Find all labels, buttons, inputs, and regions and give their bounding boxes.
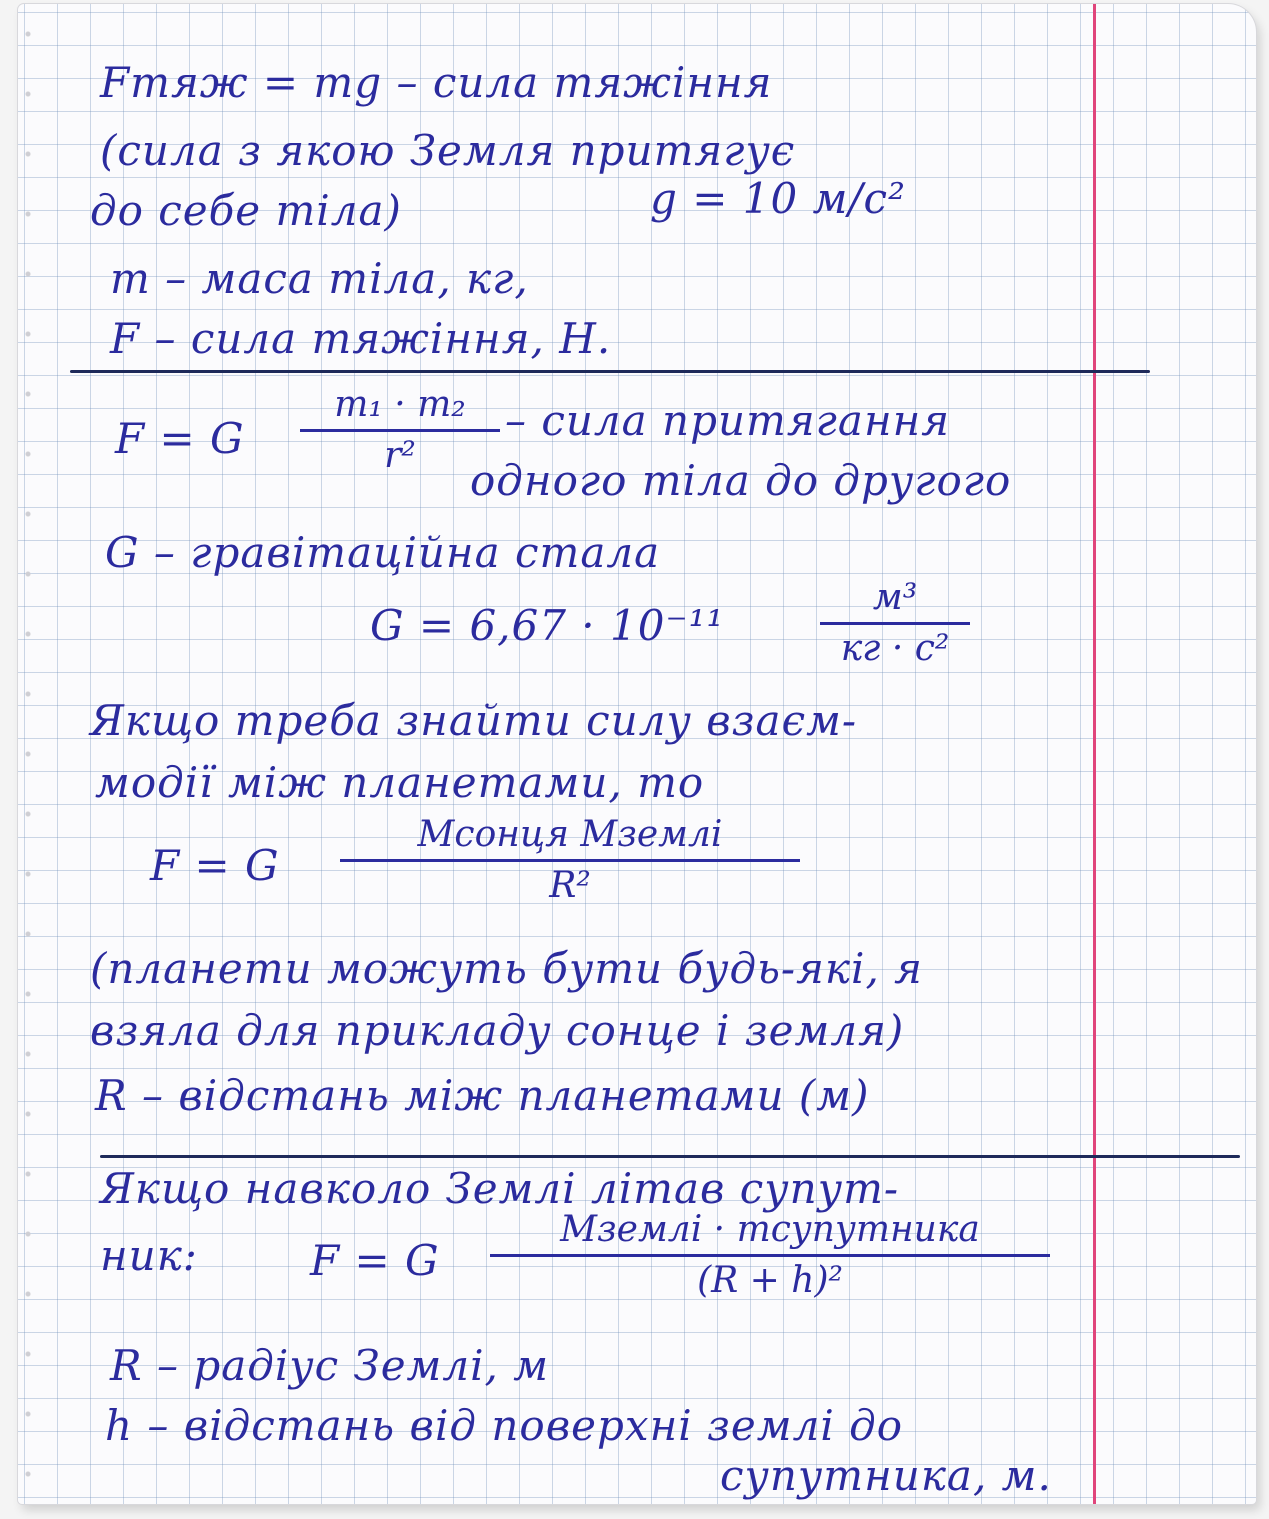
line-gravity-explanation: (сила з якою Земля притягує: [100, 126, 796, 175]
formula-3-fraction: [490, 1210, 1050, 1300]
line-satellite-end: ник:: [100, 1231, 198, 1280]
line-force-definition: F – сила тяжіння, Н.: [110, 314, 612, 363]
spiral-holes: [24, 4, 32, 1504]
formula-g-value: G = 6,67 · 10⁻¹¹: [370, 601, 725, 650]
line-distance-between-planets: R – відстань між планетами (м): [95, 1071, 870, 1120]
margin-line: [1093, 4, 1096, 1504]
fraction-bar: [300, 429, 500, 432]
formula-g-units-numerator: м³: [872, 577, 918, 618]
fraction-bar: [490, 1254, 1050, 1257]
formula-3-left: F = G: [310, 1236, 440, 1285]
line-gravitational-constant: G – гравітаційна стала: [105, 528, 661, 577]
formula-1-left: F = G: [115, 414, 245, 463]
line-gravity-definition: Fтяж = mg – сила тяжіння: [100, 58, 773, 107]
line-gravity-explanation-end: до себе тіла): [90, 186, 402, 235]
fraction-bar: [340, 859, 800, 862]
formula-1-denominator: r²: [384, 434, 416, 476]
line-planets-any: (планети можуть бути будь-які, я: [90, 944, 923, 993]
formula-1-description: – сила притягання: [505, 396, 951, 445]
formula-2-fraction: [340, 815, 800, 905]
line-example-sun-earth: взяла для прикладу сонце і земля): [90, 1006, 905, 1055]
section-divider-2: [100, 1155, 1240, 1158]
line-if-satellite: Якщо навколо Землі літав супут-: [100, 1164, 900, 1213]
formula-2-left: F = G: [150, 841, 280, 890]
line-mass-definition: m – маса тіла, кг,: [110, 254, 529, 303]
formula-2-denominator: R²: [549, 864, 591, 906]
line-height-above-surface: h – відстань від поверхні землі до: [105, 1401, 904, 1450]
formula-3-numerator: Mземлі · mсупутника: [560, 1209, 980, 1250]
fraction-bar: [820, 622, 970, 625]
formula-g-units-denominator: кг · с²: [840, 627, 950, 669]
line-if-interaction: Якщо треба знайти силу взаєм-: [90, 696, 858, 745]
line-earth-radius: R – радіус Землі, м: [110, 1341, 550, 1390]
line-body-to-body: одного тіла до другого: [470, 456, 1012, 505]
section-divider-1: [70, 370, 1150, 373]
formula-g-units: [820, 578, 970, 668]
formula-1-numerator: m₁ · m₂: [334, 384, 466, 425]
line-g-value: g = 10 м/с²: [650, 174, 906, 223]
formula-3-denominator: (R + h)²: [697, 1259, 843, 1301]
formula-2-numerator: Mсонця Mземлі: [417, 814, 723, 855]
line-to-satellite: супутника, м.: [720, 1451, 1052, 1500]
line-between-planets: модії між планетами, то: [95, 758, 705, 807]
